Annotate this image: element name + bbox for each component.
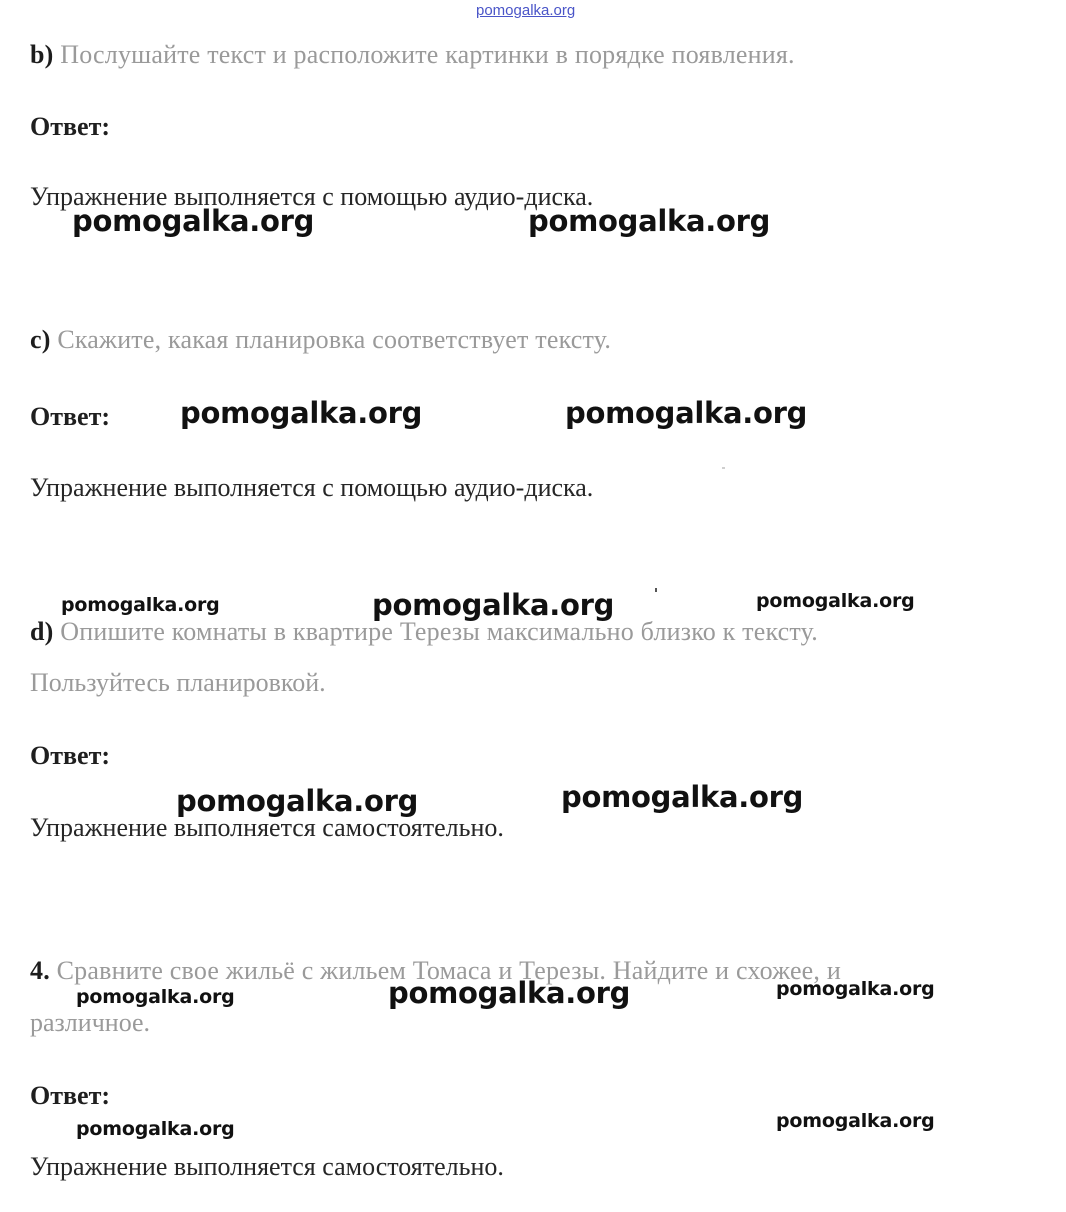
watermark: pomogalka.org xyxy=(756,590,915,612)
watermark: pomogalka.org xyxy=(176,784,419,818)
watermark: pomogalka.org xyxy=(776,978,935,1000)
answer-c-label: Ответ: xyxy=(30,402,111,431)
question-d-marker: d) xyxy=(30,617,54,646)
question-4-continuation: различное. xyxy=(30,1008,151,1037)
watermark: pomogalka.org xyxy=(76,1118,235,1140)
question-c xyxy=(30,325,611,355)
watermark: pomogalka.org xyxy=(180,396,423,430)
answer-d-label: Ответ: xyxy=(30,741,111,770)
watermark: pomogalka.org xyxy=(72,204,315,238)
question-b-marker: b) xyxy=(30,40,54,69)
question-4-marker: 4. xyxy=(30,956,50,985)
question-4-text: Сравните свое жильё с жильем Томаса и Терезы. Найдите и схожее, и xyxy=(56,956,841,985)
watermark: pomogalka.org xyxy=(528,204,771,238)
watermark: pomogalka.org xyxy=(561,780,804,814)
question-c-marker: с) xyxy=(30,325,51,354)
answer-c-text: Упражнение выполняется с помощью аудио-диска. xyxy=(30,473,594,502)
watermark: pomogalka.org xyxy=(61,594,220,616)
watermark: pomogalka.org xyxy=(776,1110,935,1132)
question-d-text: Опишите комнаты в квартире Терезы максимально близко к тексту. xyxy=(60,617,818,646)
question-b xyxy=(30,40,795,70)
answer-4-label: Ответ: xyxy=(30,1081,111,1110)
answer-4-text: Упражнение выполняется самостоятельно. xyxy=(30,1152,504,1181)
watermark: pomogalka.org xyxy=(372,588,615,622)
question-b-text: Послушайте текст и расположите картинки в порядке появления. xyxy=(60,40,795,69)
header-link[interactable]: pomogalka.org xyxy=(476,2,576,19)
watermark: pomogalka.org xyxy=(76,986,235,1008)
scan-speck xyxy=(722,467,725,469)
answer-b-label: Ответ: xyxy=(30,112,111,141)
answer-b-text: Упражнение выполняется с помощью аудио-диска. xyxy=(30,182,594,211)
question-d-continuation: Пользуйтесь планировкой. xyxy=(30,668,326,697)
scan-speck xyxy=(655,588,657,592)
answer-d-text: Упражнение выполняется самостоятельно. xyxy=(30,813,504,842)
watermark: pomogalka.org xyxy=(388,976,631,1010)
watermark: pomogalka.org xyxy=(565,396,808,430)
question-c-text: Скажите, какая планировка соответствует тексту. xyxy=(57,325,612,354)
